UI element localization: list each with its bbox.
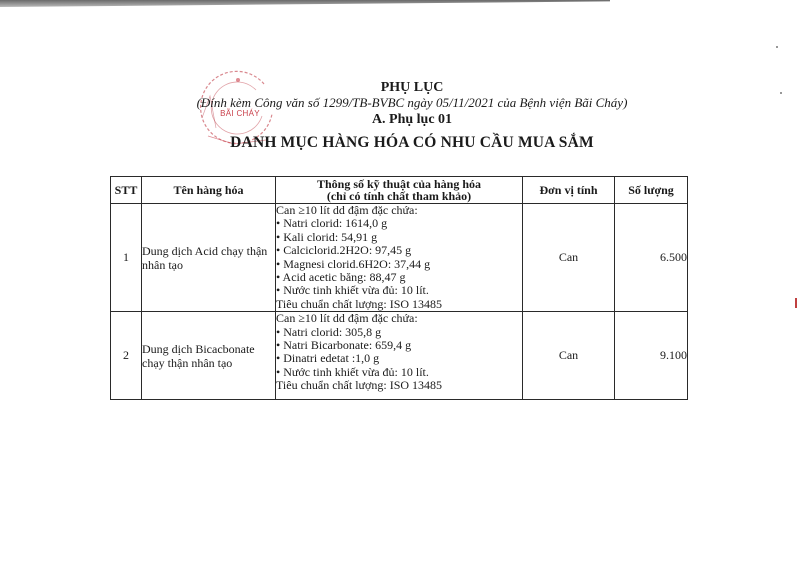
page-title: PHỤ LỤC	[380, 80, 444, 95]
table-header-row	[111, 177, 688, 204]
list-title: DANH MỤC HÀNG HÓA CÓ NHU CẦU MUA SẮM	[230, 134, 594, 151]
header-spec	[276, 177, 523, 204]
scan-red-mark	[795, 298, 797, 308]
table-row	[111, 312, 688, 400]
spec-line: Can ≥10 lít dd đậm đặc chứa:	[276, 203, 418, 217]
cell-quantity: 9.100	[615, 312, 688, 400]
spec-line: • Nước tinh khiết vừa đủ: 10 lít.	[276, 283, 429, 298]
header-unit: Đơn vị tính	[523, 177, 615, 204]
header-quantity: Số lượng	[615, 177, 688, 204]
table-row	[111, 204, 688, 312]
spec-line: • Acid acetic băng: 88,47 g	[276, 270, 406, 285]
cell-stt: 2	[111, 312, 142, 400]
cell-name: Dung dịch Acid chạy thận nhân tạo	[142, 204, 276, 312]
cell-spec	[276, 204, 523, 312]
goods-table	[110, 176, 688, 400]
cell-unit: Can	[523, 204, 615, 312]
spec-line: • Natri clorid: 1614,0 g	[276, 216, 388, 231]
header-stt: STT	[111, 177, 142, 204]
spec-line: • Magnesi clorid.6H2O: 37,44 g	[276, 256, 431, 271]
cell-stt: 1	[111, 204, 142, 312]
cell-quantity: 6.500	[615, 204, 688, 312]
header-spec-line1: Thông số kỹ thuật của hàng hóa	[316, 177, 482, 191]
spec-line: • Calciclorid.2H2O: 97,45 g	[276, 243, 412, 258]
scan-edge-shadow	[0, 0, 610, 7]
cell-name: Dung dịch Bicacbonate chạy thận nhân tạo	[142, 312, 276, 400]
spec-line: Tiêu chuẩn chất lượng: ISO 13485	[276, 378, 443, 393]
spec-line: • Kali clorid: 54,91 g	[276, 229, 378, 244]
spec-line: • Natri clorid: 305,8 g	[276, 324, 382, 339]
cell-unit: Can	[523, 312, 615, 400]
spec-line: Can ≥10 lít dd đậm đặc chứa:	[276, 311, 418, 326]
scan-speck	[776, 46, 778, 48]
section-title: A. Phụ lục 01	[371, 112, 453, 127]
spec-line: • Dinatri edetat :1,0 g	[276, 351, 380, 366]
header-name: Tên hàng hóa	[142, 177, 276, 204]
header-spec-line2: (chỉ có tính chất tham khảo)	[326, 189, 472, 203]
spec-line: • Nước tinh khiết vừa đủ: 10 lít.	[276, 364, 429, 379]
stamp-text: BÃI CHÁY	[220, 109, 260, 118]
spec-line: • Natri Bicarbonate: 659,4 g	[276, 338, 412, 353]
spec-line: Tiêu chuẩn chất lượng: ISO 13485	[276, 296, 443, 311]
page-subtitle: (Đính kèm Công văn số 1299/TB-BVBC ngày 05/11/2021 của Bệnh viện Bãi Cháy)	[196, 95, 628, 110]
cell-spec	[276, 312, 523, 400]
